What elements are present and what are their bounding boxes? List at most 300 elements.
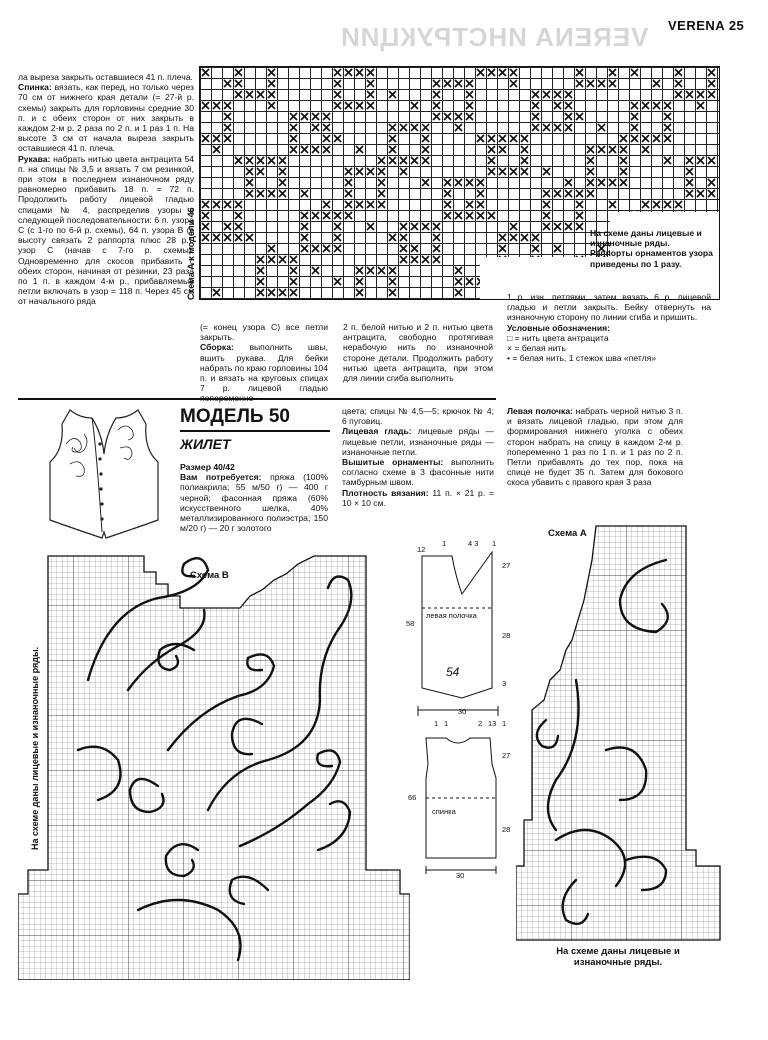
text-sleeve-end: (= конец узора С) все петли закрыть.: [200, 322, 328, 343]
model-column-3: [507, 406, 683, 488]
chart-a-cross-mark: [433, 91, 440, 98]
chart-a-cross-mark: [664, 201, 671, 208]
instructions-column-4: [507, 292, 711, 363]
chart-a-cross-mark: [400, 245, 407, 252]
chart-a-cross-mark: [356, 168, 363, 175]
chart-a-cross-mark: [631, 135, 638, 142]
chart-a-cross-mark: [334, 91, 341, 98]
text-neck-end: ла выреза закрыть оставшиеся 41 п. плеча.: [18, 72, 193, 82]
chart-a-note-repeats: Раппорты орнаментов узора приведены по 1 разу.: [590, 248, 713, 269]
chart-a-cross-mark: [675, 69, 682, 76]
chart-a-cross-mark: [532, 102, 539, 109]
chart-a-cross-mark: [290, 267, 297, 274]
chart-a-cross-mark: [444, 201, 451, 208]
chart-a-cross-mark: [433, 256, 440, 263]
chart-a-cross-mark: [587, 146, 594, 153]
chart-a-cross-mark: [675, 80, 682, 87]
chart-a-cross-mark: [565, 91, 572, 98]
model-materials: [180, 462, 328, 533]
chart-a-cross-mark: [598, 80, 605, 87]
chart-a-cross-mark: [312, 212, 319, 219]
chart-a-cross-mark: [631, 102, 638, 109]
chart-a-cross-mark: [312, 146, 319, 153]
chart-a-cross-mark: [488, 212, 495, 219]
chart-a-cross-mark: [499, 69, 506, 76]
chart-a-cross-mark: [356, 146, 363, 153]
chart-a-cross-mark: [565, 102, 572, 109]
chart-a-cross-mark: [268, 91, 275, 98]
heading-gauge: Плотность вязания:: [342, 487, 429, 498]
chart-a-cross-mark: [532, 113, 539, 120]
chart-a-cross-mark: [433, 234, 440, 241]
chart-a-cross-mark: [510, 168, 517, 175]
chart-a-cross-mark: [301, 190, 308, 197]
chart-a-cross-mark: [422, 179, 429, 186]
heading-assembly: Сборка:: [200, 342, 234, 353]
chart-a-cross-mark: [499, 168, 506, 175]
chart-a-cross-mark: [246, 179, 253, 186]
mirrored-header-bleedthrough: VERENA ИНСТРУКЦИИ: [340, 22, 649, 52]
chart-a-cross-mark: [565, 179, 572, 186]
chart-a-cross-mark: [422, 223, 429, 230]
front-height-27: 27: [502, 561, 511, 570]
chart-a-cross-mark: [356, 289, 363, 296]
chart-a-cross-mark: [224, 113, 231, 120]
chart-a-cross-mark: [686, 157, 693, 164]
chart-a-cross-mark: [455, 278, 462, 285]
magazine-brand: [668, 18, 744, 33]
scheme-b-side-label: На схеме даны лицевые и изнаночные ряды.: [30, 646, 40, 850]
scheme-a-title: Схема А: [548, 528, 587, 539]
chart-a-cross-mark: [510, 80, 517, 87]
back-piece-label: спинка: [432, 807, 456, 816]
chart-a-cross-mark: [499, 234, 506, 241]
chart-a-cross-mark: [653, 102, 660, 109]
chart-a-cross-mark: [389, 135, 396, 142]
chart-a-cross-mark: [477, 190, 484, 197]
chart-a-cross-mark: [400, 223, 407, 230]
chart-a-cross-mark: [466, 113, 473, 120]
model-title-block: [180, 406, 330, 452]
chart-a-cross-mark: [554, 223, 561, 230]
chart-a-cross-mark: [389, 157, 396, 164]
heading-back: Спинка:: [18, 82, 52, 93]
chart-a-cross-mark: [488, 157, 495, 164]
chart-a-cross-mark: [224, 124, 231, 131]
chart-a-cross-mark: [455, 179, 462, 186]
chart-a-cross-mark: [246, 168, 253, 175]
chart-a-cross-mark: [345, 212, 352, 219]
chart-a-cross-mark: [576, 223, 583, 230]
chart-a-cross-mark: [400, 234, 407, 241]
chart-a-cross-mark: [367, 91, 374, 98]
chart-a-cross-mark: [301, 212, 308, 219]
chart-a-cross-mark: [356, 278, 363, 285]
text-tools: цвета; спицы № 4,5—5; крючок № 4; 6 пуговиц.: [342, 406, 494, 427]
size-line: Размер 40/42: [180, 462, 235, 472]
chart-a-cross-mark: [411, 124, 418, 131]
chart-a-cross-mark: [587, 179, 594, 186]
chart-a-cross-mark: [334, 212, 341, 219]
chart-a-cross-mark: [433, 223, 440, 230]
chart-a-cross-mark: [279, 179, 286, 186]
chart-a-notes: [590, 228, 722, 269]
chart-a-cross-mark: [708, 80, 715, 87]
chart-a-cross-mark: [620, 146, 627, 153]
chart-a-cross-mark: [400, 168, 407, 175]
chart-a-cross-mark: [686, 179, 693, 186]
chart-a-cross-mark: [598, 124, 605, 131]
scheme-a-chart: [516, 520, 722, 944]
legend-item-anthracite: □ = нить цвета антрацита: [507, 332, 609, 343]
text-gauge: 11 п. × 21 р. = 10 × 10 см.: [342, 487, 495, 508]
chart-a-cross-mark: [444, 212, 451, 219]
chart-a-cross-mark: [444, 80, 451, 87]
chart-a-cross-mark: [323, 135, 330, 142]
model-column-2: [342, 406, 494, 508]
scheme-b-title: Схема В: [190, 570, 229, 581]
chart-a-cross-mark: [576, 69, 583, 76]
chart-a-cross-mark: [323, 245, 330, 252]
chart-a-cross-mark: [312, 113, 319, 120]
chart-a-cross-mark: [213, 289, 220, 296]
chart-a-cross-mark: [686, 91, 693, 98]
chart-a-cross-mark: [268, 256, 275, 263]
chart-a-cross-mark: [378, 201, 385, 208]
chart-a-cross-mark: [268, 69, 275, 76]
instructions-column-2: [200, 322, 328, 404]
chart-a-cross-mark: [620, 157, 627, 164]
front-dim-4-3: 4 3: [468, 539, 479, 548]
chart-a-cross-mark: [598, 179, 605, 186]
chart-a-cross-mark: [510, 234, 517, 241]
chart-a-cross-mark: [499, 146, 506, 153]
chart-a-cross-mark: [697, 190, 704, 197]
chart-a-cross-mark: [334, 234, 341, 241]
chart-a-cross-mark: [257, 278, 264, 285]
chart-a-cross-mark: [400, 124, 407, 131]
chart-a-cross-mark: [433, 113, 440, 120]
chart-a-cross-mark: [312, 267, 319, 274]
section-divider: [18, 398, 496, 400]
chart-a-cross-mark: [268, 289, 275, 296]
chart-a-cross-mark: [224, 234, 231, 241]
legend-item-loop-stitch: • = белая нить, 1 стежок шва «петля»: [507, 353, 657, 364]
chart-a-cross-mark: [378, 157, 385, 164]
chart-a-cross-mark: [301, 113, 308, 120]
chart-a-cross-mark: [323, 201, 330, 208]
chart-a-cross-mark: [389, 91, 396, 98]
chart-a-cross-mark: [499, 245, 506, 252]
chart-a-cross-mark: [279, 168, 286, 175]
heading-left-front: Левая полочка:: [507, 406, 573, 416]
chart-a-cross-mark: [345, 201, 352, 208]
chart-a-cross-mark: [334, 69, 341, 76]
chart-a-cross-mark: [455, 80, 462, 87]
chart-a-cross-mark: [411, 245, 418, 252]
page-number: 25: [728, 18, 745, 33]
chart-a-cross-mark: [202, 234, 209, 241]
pattern-pieces: [406, 538, 526, 958]
chart-a-cross-mark: [631, 124, 638, 131]
chart-a-cross-mark: [697, 157, 704, 164]
chart-a-cross-mark: [708, 157, 715, 164]
front-dim-1a: 1: [442, 539, 447, 548]
chart-a-cross-mark: [389, 146, 396, 153]
chart-a-cross-mark: [279, 256, 286, 263]
chart-a-cross-mark: [576, 190, 583, 197]
chart-a-cross-mark: [224, 135, 231, 142]
chart-a-cross-mark: [532, 91, 539, 98]
chart-a-cross-mark: [290, 124, 297, 131]
chart-a-cross-mark: [653, 135, 660, 142]
chart-a-cross-mark: [257, 256, 264, 263]
chart-a-cross-mark: [664, 124, 671, 131]
chart-a-cross-mark: [213, 234, 220, 241]
chart-a-cross-mark: [334, 102, 341, 109]
chart-a-cross-mark: [422, 256, 429, 263]
chart-a-cross-mark: [202, 212, 209, 219]
chart-a-cross-mark: [367, 80, 374, 87]
chart-a-cross-mark: [697, 102, 704, 109]
chart-a-cross-mark: [576, 212, 583, 219]
chart-a-cross-mark: [697, 91, 704, 98]
chart-a-cross-mark: [543, 201, 550, 208]
chart-a-cross-mark: [510, 223, 517, 230]
chart-a-cross-mark: [268, 245, 275, 252]
scheme-a-caption: На схеме даны лицевые и изнаночные ряды.: [556, 946, 680, 968]
chart-a-cross-mark: [554, 102, 561, 109]
front-piece-label: левая полочка: [426, 611, 477, 620]
chart-a-cross-mark: [609, 179, 616, 186]
text-band: 1 р. изн. петлями, затем вязать 6 р. лицевой гладью и петли закрыть. Бейку отвернуть на изнаночную сторону по линии сгиба и пришить.: [507, 292, 711, 323]
chart-a-cross-mark: [543, 168, 550, 175]
front-dim-1b: 1: [492, 539, 497, 548]
chart-a-cross-mark: [664, 135, 671, 142]
chart-a-cross-mark: [334, 245, 341, 252]
chart-a-cross-mark: [246, 91, 253, 98]
chart-a-cross-mark: [301, 234, 308, 241]
chart-a-cross-mark: [532, 245, 539, 252]
chart-a-cross-mark: [356, 102, 363, 109]
text-materials: пряжа (100% полиакрила; 55 м/50 г) — 400 г черной; фасонная пряжа (60% искусственного шелка, 40% металлизированного полиэстра; 150 м/20 г) — 20 г золотого: [180, 472, 329, 534]
chart-a-cross-mark: [257, 168, 264, 175]
chart-a-cross-mark: [312, 124, 319, 131]
chart-a-cross-mark: [389, 278, 396, 285]
chart-a-cross-mark: [422, 157, 429, 164]
chart-a-side-label: Схема А к модели 46: [186, 207, 196, 300]
chart-a-cross-mark: [257, 267, 264, 274]
chart-a-cross-mark: [477, 69, 484, 76]
heading-stockinette: Лицевая гладь:: [342, 426, 412, 437]
chart-a-cross-mark: [279, 190, 286, 197]
chart-a-cross-mark: [301, 245, 308, 252]
chart-a-cross-mark: [631, 69, 638, 76]
chart-a-cross-mark: [488, 69, 495, 76]
chart-a-cross-mark: [620, 135, 627, 142]
chart-a-cross-mark: [609, 146, 616, 153]
vest-illustration: [40, 404, 168, 542]
chart-a-cross-mark: [235, 234, 242, 241]
chart-a-cross-mark: [444, 179, 451, 186]
chart-a-cross-mark: [477, 212, 484, 219]
chart-a-cross-mark: [268, 157, 275, 164]
chart-a-cross-mark: [235, 223, 242, 230]
chart-a-cross-mark: [389, 124, 396, 131]
chart-a-cross-mark: [466, 201, 473, 208]
chart-a-cross-mark: [521, 157, 528, 164]
chart-a-cross-mark: [268, 80, 275, 87]
chart-a-cross-mark: [279, 157, 286, 164]
chart-a-cross-mark: [246, 190, 253, 197]
chart-a-cross-mark: [433, 80, 440, 87]
chart-a-cross-mark: [290, 256, 297, 263]
model-subtitle: ЖИЛЕТ: [180, 435, 231, 452]
chart-a-cross-mark: [554, 245, 561, 252]
chart-a-cross-mark: [235, 201, 242, 208]
chart-a-cross-mark: [345, 69, 352, 76]
chart-a-cross-mark: [202, 223, 209, 230]
chart-a-cross-mark: [543, 223, 550, 230]
chart-a-cross-mark: [290, 113, 297, 120]
chart-a-cross-mark: [279, 289, 286, 296]
chart-a-cross-mark: [664, 157, 671, 164]
front-height-58: 58: [406, 619, 415, 628]
chart-a-cross-mark: [367, 102, 374, 109]
chart-a-cross-mark: [554, 190, 561, 197]
chart-a-cross-mark: [664, 102, 671, 109]
heading-materials: Вам потребуется:: [180, 472, 262, 483]
chart-a-cross-mark: [389, 267, 396, 274]
chart-a-cross-mark: [334, 80, 341, 87]
chart-a-cross-mark: [587, 80, 594, 87]
chart-a-cross-mark: [708, 190, 715, 197]
chart-a-cross-mark: [411, 157, 418, 164]
chart-a-cross-mark: [422, 146, 429, 153]
chart-a-cross-mark: [202, 201, 209, 208]
chart-a-cross-mark: [290, 146, 297, 153]
text-left-front: набрать черной нитью 3 п. и вязать лицевой гладью, при этом для формирования нижнего уголка с обеих сторон набрать на спицу в каждом 2-м р. попеременно 1 раз по 1 п. и 1 раз по 2 п. Петли прибавлять до тех пор, пока на спице не будет 35 п. Затем для бокового скоса убавить с правого края 3 раза: [507, 406, 684, 488]
front-height-28: 28: [502, 631, 511, 640]
chart-a-cross-mark: [598, 146, 605, 153]
chart-a-cross-mark: [510, 135, 517, 142]
chart-a-cross-mark: [466, 179, 473, 186]
chart-a-cross-mark: [378, 190, 385, 197]
chart-a-cross-mark: [257, 157, 264, 164]
chart-a-cross-mark: [477, 179, 484, 186]
chart-a-cross-mark: [455, 267, 462, 274]
chart-a-cross-mark: [466, 102, 473, 109]
chart-a-cross-mark: [455, 289, 462, 296]
chart-a-cross-mark: [455, 124, 462, 131]
chart-a-cross-mark: [521, 234, 528, 241]
chart-a-cross-mark: [235, 69, 242, 76]
chart-a-cross-mark: [367, 267, 374, 274]
chart-a-cross-mark: [367, 69, 374, 76]
chart-a-cross-mark: [378, 168, 385, 175]
chart-a-cross-mark: [224, 102, 231, 109]
back-width-30: 30: [456, 871, 465, 880]
chart-a-cross-mark: [466, 278, 473, 285]
chart-a-cross-mark: [433, 245, 440, 252]
chart-a-cross-mark: [576, 80, 583, 87]
chart-a-cross-mark: [422, 124, 429, 131]
chart-a-cross-mark: [345, 190, 352, 197]
chart-a-cross-mark: [367, 168, 374, 175]
chart-a-cross-mark: [301, 146, 308, 153]
legend-item-white: × = белая нить: [507, 343, 566, 354]
chart-a-cross-mark: [356, 267, 363, 274]
chart-a-cross-mark: [334, 223, 341, 230]
chart-a-cross-mark: [565, 223, 572, 230]
chart-a-cross-mark: [290, 135, 297, 142]
chart-a-cross-mark: [521, 146, 528, 153]
chart-a-cross-mark: [686, 190, 693, 197]
chart-a-cross-mark: [257, 91, 264, 98]
chart-a-cross-mark: [708, 179, 715, 186]
chart-a-cross-mark: [576, 113, 583, 120]
back-height-28: 28: [502, 825, 511, 834]
chart-a-cross-mark: [290, 289, 297, 296]
chart-a-cross-mark: [466, 91, 473, 98]
chart-a-cross-mark: [290, 278, 297, 285]
text-sleeves: набрать нитью цвета антрацита 54 п. на спицы № 3,5 и вязать 7 см резинкой, при этом в последнем изнаночном ряду равномерно прибавить 18 п. = 72 п. Продолжить работу лицевой гладью спицами № 4, распределив узоры в следующей последовательности: 6 п. узора С (с 1-го по 6-й р. схемы), 64 п. узора В (в высоту связать 2 раппорта плюс 28 р.), узор С (начав с 7-го р. схемы). Одновременно для скосов прибавить с обеих сторон, начиная от резинки, 23 раза по 1 п. в каждом 4-м р., прибавляемые петли включать в узор = 118 п. Через 45 см от начального ряда: [18, 153, 194, 307]
chart-a-note-rows: На схеме даны лицевые и изнаночные ряды.: [590, 228, 702, 249]
chart-a-cross-mark: [345, 102, 352, 109]
chart-a-cross-mark: [477, 135, 484, 142]
back-dim-2: 2: [478, 719, 483, 728]
chart-a-cross-mark: [378, 267, 385, 274]
chart-a-cross-mark: [543, 124, 550, 131]
chart-a-cross-mark: [323, 212, 330, 219]
chart-a-cross-mark: [389, 289, 396, 296]
chart-a-cross-mark: [411, 223, 418, 230]
chart-a-cross-mark: [653, 80, 660, 87]
back-height-66: 66: [408, 793, 417, 802]
chart-a-cross-mark: [587, 157, 594, 164]
chart-a-cross-mark: [400, 157, 407, 164]
back-dim-1b: 1: [434, 719, 439, 728]
chart-a-cross-mark: [367, 201, 374, 208]
chart-a-cross-mark: [356, 69, 363, 76]
chart-a-cross-mark: [653, 201, 660, 208]
chart-a-cross-mark: [708, 69, 715, 76]
chart-a-cross-mark: [521, 135, 528, 142]
chart-a-cross-mark: [235, 91, 242, 98]
chart-a-cross-mark: [675, 91, 682, 98]
scheme-b-chart: [18, 550, 410, 980]
back-dim-13: 13: [488, 719, 497, 728]
brand-name: VERENA: [668, 18, 725, 33]
chart-a-cross-mark: [686, 168, 693, 175]
chart-a-cross-mark: [268, 190, 275, 197]
chart-a-cross-mark: [631, 113, 638, 120]
chart-a-cross-mark: [609, 69, 616, 76]
chart-a-cross-mark: [642, 102, 649, 109]
chart-a-cross-mark: [312, 245, 319, 252]
chart-a-cross-mark: [367, 223, 374, 230]
chart-a-cross-mark: [543, 212, 550, 219]
model-title: МОДЕЛЬ 50: [180, 406, 290, 427]
front-height-3: 3: [502, 679, 507, 688]
chart-a-cross-mark: [466, 212, 473, 219]
chart-a-cross-mark: [620, 168, 627, 175]
chart-a-cross-mark: [422, 135, 429, 142]
chart-a-cross-mark: [444, 190, 451, 197]
chart-a-cross-mark: [246, 234, 253, 241]
chart-a-cross-mark: [433, 102, 440, 109]
text-assembly: выполнить швы, вшить рукава. Для бейки набрать по краю горловины 104 п. и вязать на круговых спицах 7 р. лицевой гладью: [200, 342, 329, 394]
